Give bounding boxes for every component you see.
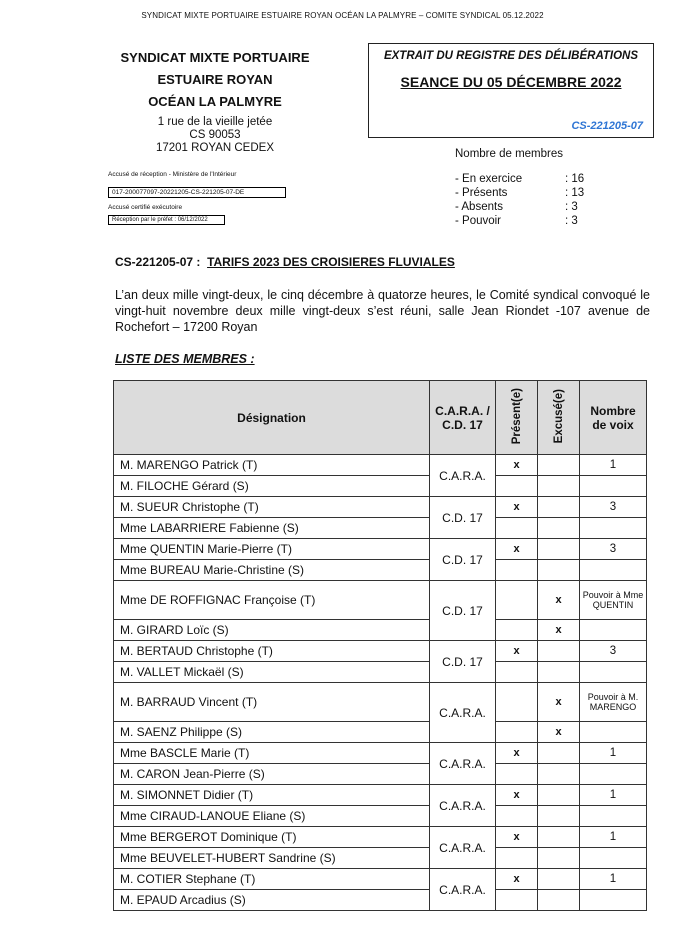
vote-count: Pouvoir à M. MARENGO	[580, 683, 647, 722]
table-row	[114, 743, 647, 764]
table-row	[114, 620, 647, 641]
present-mark	[496, 560, 538, 581]
vote-count	[580, 722, 647, 743]
header-cara-cd	[430, 381, 496, 455]
header-present-label: Présent(e)	[510, 387, 523, 445]
excuse-mark	[538, 869, 580, 890]
excuse-mark	[538, 560, 580, 581]
table-row	[114, 641, 647, 662]
vote-count	[580, 764, 647, 785]
member-entity: C.D. 17	[430, 539, 496, 581]
extract-title: EXTRAIT DU REGISTRE DES DÉLIBÉRATIONS	[383, 50, 639, 62]
vote-count	[580, 518, 647, 539]
members-count-row	[455, 201, 615, 215]
present-mark	[496, 848, 538, 869]
header-cara-cd-line2: C.D. 17	[442, 417, 483, 432]
member-entity: C.D. 17	[430, 581, 496, 641]
member-name: M. BARRAUD Vincent (T)	[114, 683, 430, 722]
reception-label: Accusé de réception - Ministère de l'Intérieur	[108, 171, 237, 178]
excuse-mark	[538, 785, 580, 806]
members-count-row-value: : 3	[565, 201, 578, 213]
members-count-row-label: - Présents	[455, 187, 508, 199]
present-mark: x	[496, 869, 538, 890]
member-name: M. SUEUR Christophe (T)	[114, 497, 430, 518]
excuse-mark	[538, 743, 580, 764]
vote-count: Pouvoir à Mme QUENTIN	[580, 581, 647, 620]
vote-count	[580, 806, 647, 827]
vote-count	[580, 476, 647, 497]
vote-count: 1	[580, 827, 647, 848]
member-name: M. VALLET Mickaël (S)	[114, 662, 430, 683]
members-table	[113, 380, 647, 911]
member-entity: C.A.R.A.	[430, 827, 496, 869]
member-name: Mme BEUVELET-HUBERT Sandrine (S)	[114, 848, 430, 869]
table-row	[114, 497, 647, 518]
table-row	[114, 539, 647, 560]
excuse-mark: x	[538, 683, 580, 722]
member-name: Mme LABARRIERE Fabienne (S)	[114, 518, 430, 539]
table-row	[114, 764, 647, 785]
present-mark: x	[496, 785, 538, 806]
table-row	[114, 785, 647, 806]
present-mark: x	[496, 827, 538, 848]
table-row	[114, 722, 647, 743]
certified-label: Accusé certifié exécutoire	[108, 204, 183, 211]
header-cara-cd-line1: C.A.R.A. /	[435, 403, 490, 418]
vote-count: 3	[580, 539, 647, 560]
member-name: Mme CIRAUD-LANOUE Eliane (S)	[114, 806, 430, 827]
excuse-mark	[538, 662, 580, 683]
table-row	[114, 683, 647, 722]
header-votes	[580, 381, 647, 455]
session-title: SEANCE DU 05 DÉCEMBRE 2022	[400, 74, 622, 90]
member-name: M. SIMONNET Didier (T)	[114, 785, 430, 806]
table-row	[114, 890, 647, 911]
member-name: M. COTIER Stephane (T)	[114, 869, 430, 890]
present-mark	[496, 662, 538, 683]
document-header-line: SYNDICAT MIXTE PORTUAIRE ESTUAIRE ROYAN OCÉAN LA PALMYRE – COMITE SYNDICAL 05.12.2022	[141, 11, 544, 20]
header-excuse	[538, 381, 580, 455]
header-votes-line2: de voix	[592, 417, 634, 432]
present-mark	[496, 476, 538, 497]
present-mark	[496, 620, 538, 641]
present-mark	[496, 722, 538, 743]
excuse-mark	[538, 518, 580, 539]
present-mark	[496, 581, 538, 620]
member-entity: C.A.R.A.	[430, 683, 496, 743]
present-mark: x	[496, 497, 538, 518]
excuse-mark	[538, 764, 580, 785]
excuse-mark: x	[538, 620, 580, 641]
table-row	[114, 581, 647, 620]
member-name: M. GIRARD Loïc (S)	[114, 620, 430, 641]
header-votes-line1: Nombre	[590, 403, 636, 418]
org-address-line3: 17201 ROYAN CEDEX	[155, 142, 275, 154]
excuse-mark: x	[538, 581, 580, 620]
deliberation-reference: CS-221205-07	[571, 120, 643, 132]
member-name: M. EPAUD Arcadius (S)	[114, 890, 430, 911]
members-count-row-label: - En exercice	[455, 173, 523, 185]
members-count-row-value: : 13	[565, 187, 585, 199]
deliberation-subject	[115, 255, 455, 269]
vote-count: 1	[580, 869, 647, 890]
member-name: M. BERTAUD Christophe (T)	[114, 641, 430, 662]
member-name: Mme QUENTIN Marie-Pierre (T)	[114, 539, 430, 560]
excuse-mark	[538, 641, 580, 662]
member-name: Mme BUREAU Marie-Christine (S)	[114, 560, 430, 581]
vote-count	[580, 890, 647, 911]
member-entity: C.A.R.A.	[430, 785, 496, 827]
members-count-row-label: - Absents	[455, 201, 503, 213]
member-entity: C.D. 17	[430, 641, 496, 683]
present-mark	[496, 764, 538, 785]
member-name: M. FILOCHE Gérard (S)	[114, 476, 430, 497]
present-mark	[496, 806, 538, 827]
member-entity: C.A.R.A.	[430, 869, 496, 911]
extract-box	[368, 43, 654, 138]
table-row	[114, 848, 647, 869]
intro-paragraph: L’an deux mille vingt-deux, le cinq décembre à quatorze heures, le Comité syndical convoqué le vingt-huit novembre deux mille vingt-deux s’est réuni, salle Jean Riondet -107 avenue de Rochefort – 17200 Royan	[115, 288, 650, 334]
table-row	[114, 518, 647, 539]
excuse-mark	[538, 827, 580, 848]
present-mark: x	[496, 641, 538, 662]
excuse-mark	[538, 848, 580, 869]
members-count-label: Nombre de membres	[455, 148, 564, 160]
table-row	[114, 662, 647, 683]
header-present	[496, 381, 538, 455]
excuse-mark	[538, 476, 580, 497]
excuse-mark	[538, 806, 580, 827]
member-name: M. CARON Jean-Pierre (S)	[114, 764, 430, 785]
table-row	[114, 869, 647, 890]
present-mark	[496, 683, 538, 722]
vote-count	[580, 560, 647, 581]
excuse-mark	[538, 497, 580, 518]
member-entity: C.D. 17	[430, 497, 496, 539]
present-mark: x	[496, 743, 538, 764]
member-name: Mme DE ROFFIGNAC Françoise (T)	[114, 581, 430, 620]
subject-title: TARIFS 2023 DES CROISIERES FLUVIALES	[207, 255, 455, 269]
vote-count	[580, 662, 647, 683]
excuse-mark: x	[538, 722, 580, 743]
members-count-row	[455, 215, 615, 229]
vote-count: 3	[580, 497, 647, 518]
present-mark	[496, 518, 538, 539]
member-name: Mme BASCLE Marie (T)	[114, 743, 430, 764]
table-row	[114, 455, 647, 476]
prefect-reception-stamp: Réception par le préfet : 06/12/2022	[108, 215, 225, 225]
vote-count: 1	[580, 785, 647, 806]
header-designation: Désignation	[114, 381, 430, 455]
org-address-line2: CS 90053	[189, 129, 241, 141]
present-mark: x	[496, 455, 538, 476]
header-excuse-label: Excusé(e)	[552, 388, 565, 444]
vote-count: 3	[580, 641, 647, 662]
excuse-mark	[538, 455, 580, 476]
member-name: M. SAENZ Philippe (S)	[114, 722, 430, 743]
member-entity: C.A.R.A.	[430, 455, 496, 497]
reception-id-stamp: 017-200077097-20221205-CS-221205-07-DE	[108, 187, 286, 198]
present-mark: x	[496, 539, 538, 560]
members-count-row	[455, 173, 615, 187]
org-name-line3: OCÉAN LA PALMYRE	[148, 94, 282, 109]
vote-count: 1	[580, 743, 647, 764]
present-mark	[496, 890, 538, 911]
member-name: Mme BERGEROT Dominique (T)	[114, 827, 430, 848]
table-row	[114, 560, 647, 581]
members-count-row-value: : 16	[565, 173, 585, 185]
org-name-line1: SYNDICAT MIXTE PORTUAIRE	[120, 50, 310, 65]
subject-ref: CS-221205-07 :	[115, 255, 201, 269]
table-row	[114, 476, 647, 497]
vote-count	[580, 620, 647, 641]
members-count-row-label: - Pouvoir	[455, 215, 502, 227]
member-name: M. MARENGO Patrick (T)	[114, 455, 430, 476]
table-header-row	[114, 381, 647, 455]
table-row	[114, 827, 647, 848]
excuse-mark	[538, 539, 580, 560]
table-row	[114, 806, 647, 827]
members-count-row-value: : 3	[565, 215, 578, 227]
member-entity: C.A.R.A.	[430, 743, 496, 785]
excuse-mark	[538, 890, 580, 911]
org-name-line2: ESTUAIRE ROYAN	[157, 72, 273, 87]
members-count-row	[455, 187, 615, 201]
members-list-title: LISTE DES MEMBRES :	[115, 352, 255, 366]
vote-count	[580, 848, 647, 869]
org-address-line1: 1 rue de la vieille jetée	[157, 116, 273, 128]
vote-count: 1	[580, 455, 647, 476]
